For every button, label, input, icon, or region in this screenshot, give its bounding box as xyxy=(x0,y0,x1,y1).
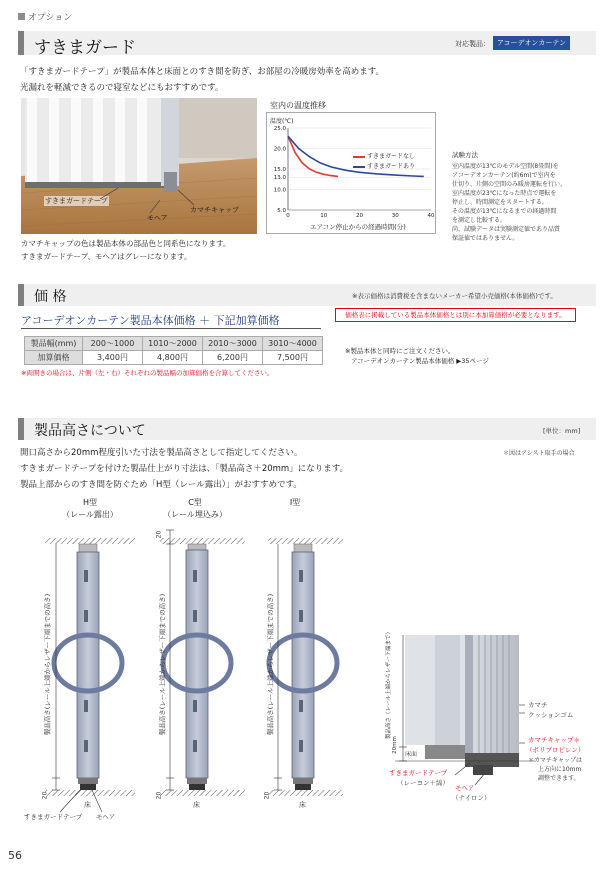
legend-swatch-blue xyxy=(353,166,365,168)
floor-label-c: 床 xyxy=(193,801,200,809)
price-side-note-1: ※製品本体と同時にご注文ください。 xyxy=(345,347,455,355)
price-side-note-2: アコーデオンカーテン製品本体価格 ▶35ページ xyxy=(351,357,489,365)
price-title-underline xyxy=(21,328,321,329)
ceiling-i xyxy=(268,538,343,544)
chart-heading: 室内の温度推移 xyxy=(270,101,326,110)
page-number: 56 xyxy=(8,849,22,862)
test-line: アコーデオンカーテン(約6m)で室内を xyxy=(452,172,556,179)
table-cell: 4,800円 xyxy=(143,351,203,365)
dim-20-h: 20 xyxy=(41,791,49,800)
height-unit: [単位：mm] xyxy=(543,427,581,435)
page-title: すきまガード xyxy=(34,38,136,58)
table-cell: 7,500円 xyxy=(263,351,323,365)
dim-label-c: 製品高さ(レール上端からレザー下端までの高さ) xyxy=(158,593,167,736)
floor-label-h: 床 xyxy=(84,801,91,809)
floor-i xyxy=(268,790,343,796)
table-header: 200～1000 xyxy=(83,337,143,351)
related-label: 対応製品： xyxy=(455,40,490,48)
detail-tape: すきまガードテープ xyxy=(389,769,448,777)
test-line: を測定し比較する。 xyxy=(452,217,507,224)
callout-tape: すきまガードテープ xyxy=(24,813,83,821)
y-tick-label: 5.0 xyxy=(277,208,286,214)
detail-mohair: モヘア xyxy=(455,784,475,792)
dim-20-c-top: 20 xyxy=(155,530,163,539)
height-line-2: すきまガードテープを付けた製品仕上がり寸法は、「製品高さ＋20mm」になります。 xyxy=(20,464,349,474)
table-header: 2010～3000 xyxy=(203,337,263,351)
legend-without: すきまガードなし xyxy=(353,151,415,160)
photo-label-mohair: モヘア xyxy=(147,214,168,222)
detail-tape-mat: （レーヨン＋綿） xyxy=(397,779,449,787)
table-header: 3010～4000 xyxy=(263,337,323,351)
dim-label-i: 製品高さ(レール上端からレザー下端までの高さ) xyxy=(266,593,275,736)
intro-line-2: 光漏れを軽減できるので寝室などにもおすすめです。 xyxy=(20,83,224,93)
price-table-title: アコーデオンカーテン製品本体価格 ＋ 下記加算価格 xyxy=(21,314,280,327)
height-line-3: 製品上部からのすき間を防ぐため「H型（レール露出）」がおすすめです。 xyxy=(20,480,302,490)
test-line: 尚、試験データは実験測定値であり品質 xyxy=(452,226,561,233)
panel-c xyxy=(163,544,231,790)
y-tick-label: 13.0 xyxy=(273,175,286,182)
category-label: オプション xyxy=(18,10,72,23)
height-line-1: 開口高さから20mm程度引いた寸法を製品高さとして指定してください。 xyxy=(20,448,303,458)
related-product-badge: アコーデオンカーテン xyxy=(493,36,570,50)
x-tick-label: 30 xyxy=(391,213,399,219)
x-tick-label: 10 xyxy=(320,213,328,219)
y-tick-label: 15.0 xyxy=(273,167,286,173)
price-red-note: ※両開きの場合は、片側（左・右）それぞれの製品幅の加算価格を合算してください。 xyxy=(21,369,274,377)
dim-20-i: 20 xyxy=(263,791,271,800)
detail-floor: 床面 xyxy=(405,751,418,758)
panel-h xyxy=(54,544,122,790)
detail-cap: カマチキャップ＊ xyxy=(528,736,580,744)
price-title: 価 格 xyxy=(34,289,67,305)
type-i-label xyxy=(275,497,315,509)
table-header: 製品幅(mm) xyxy=(25,337,83,351)
chart-xlabel: エアコン停止からの経過時間(分) xyxy=(310,223,406,231)
photo-caption-2: すきまガードテープ、モヘアはグレーになります。 xyxy=(21,252,192,261)
detail-cap-note-1: ＊カマチキャップは xyxy=(528,757,583,764)
test-method xyxy=(452,150,592,243)
legend-with: すきまガードあり xyxy=(353,161,415,170)
x-tick-label: 0 xyxy=(286,213,290,219)
detail-mohair-mat: （ナイロン） xyxy=(452,794,491,802)
table-header: 1010～2000 xyxy=(143,337,203,351)
series-line-without-guard xyxy=(288,136,338,176)
type-c-label xyxy=(160,497,230,521)
detail-dim-label: 製品高さ（レール上端からレザー下端まで） xyxy=(386,629,392,739)
callout-lines xyxy=(0,780,140,820)
row-label: 加算価格 xyxy=(25,351,83,365)
ceiling-h xyxy=(45,538,135,544)
detail-cap-note-2: 上方向に10mm xyxy=(538,766,582,773)
floor-c xyxy=(160,790,245,796)
dim-20-c: 20 xyxy=(155,791,163,800)
type-c-sub: （レール埋込み） xyxy=(163,510,227,519)
test-line: 保証値ではありません。 xyxy=(452,235,519,242)
detail-kamachi: カマチ xyxy=(528,701,548,709)
temperature-chart xyxy=(266,112,436,234)
photo-label-tape: すきまガードテープ xyxy=(45,197,108,205)
detail-cushion: クッションゴム xyxy=(528,711,574,719)
test-line: その温度が13℃になるまでの経過時間 xyxy=(452,208,557,215)
panel-i xyxy=(269,544,337,790)
floor-label-i: 床 xyxy=(299,801,306,809)
type-h-sub: （レール露出） xyxy=(62,510,118,519)
test-line: 室内温度が13℃のモデル空間(8畳間)を xyxy=(452,163,559,170)
table-cell: 6,200円 xyxy=(203,351,263,365)
y-tick-label: 10.0 xyxy=(273,187,286,194)
intro-line-1: 「すきまガードテープ」が製品本体と床面とのすき間を防ぎ、お部屋の冷暖房効率を高めます。 xyxy=(20,67,385,77)
x-tick-label: 40 xyxy=(427,213,435,219)
type-c-name: C型 xyxy=(188,498,202,507)
table-header-row xyxy=(25,337,323,351)
test-line: 室内温度が23℃になった時点で運転を xyxy=(452,190,557,197)
y-tick-label: 20.0 xyxy=(273,146,286,153)
type-h-name: H型 xyxy=(82,498,97,507)
test-line: 停止し、時間測定をスタートする。 xyxy=(452,199,548,206)
type-i-name: I型 xyxy=(289,498,301,507)
y-tick-label: 25.0 xyxy=(273,126,286,132)
detail-cap-mat: （ポリプロピレン） xyxy=(526,746,585,754)
assist-note: ＊図はアシスト取手の場合 xyxy=(503,450,575,457)
ceiling-c xyxy=(160,538,245,544)
legend-swatch-red xyxy=(353,156,365,158)
dim-label-h: 製品高さ(レール上端からレザー下端までの高さ) xyxy=(43,593,52,736)
type-h-label xyxy=(60,497,120,521)
test-method-heading: 試験方法 xyxy=(452,151,478,159)
photo-label-cap: カマチキャップ xyxy=(190,206,239,214)
price-red-box: 価格表に掲載している製品本体価格とは別に本加算価格が必要となります。 xyxy=(335,308,576,322)
price-tax-note: ※表示価格は消費税を含まないメーカー希望小売価格(本体価格)です。 xyxy=(352,292,557,300)
table-row xyxy=(25,351,323,365)
x-tick-label: 20 xyxy=(356,213,363,219)
detail-dim-20: 20mm xyxy=(391,736,398,754)
test-line: 仕切り、片側の空間のみ暖房運転を行い、 xyxy=(452,181,567,188)
detail-cap-note-3: 調整できます。 xyxy=(538,775,580,782)
photo-caption-1: カマチキャップの色は製品本体の部品色と同系色になります。 xyxy=(21,239,231,248)
callout-mohair: モヘア xyxy=(96,813,116,821)
table-cell: 3,400円 xyxy=(83,351,143,365)
height-title: 製品高さについて xyxy=(34,423,146,439)
chart-ylabel: 温度(℃) xyxy=(270,118,294,125)
price-table xyxy=(24,336,323,365)
